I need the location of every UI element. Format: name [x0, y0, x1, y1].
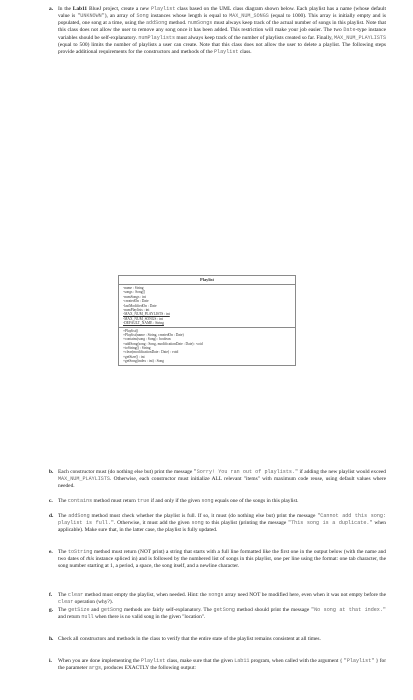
text-run: class, make sure that the given: [165, 658, 235, 664]
uml-field: -lastModifiedOn : Date: [123, 303, 157, 308]
code-span: Lab11: [234, 658, 250, 664]
text-run: The: [58, 592, 68, 598]
uml-field: -songs : Song[]: [123, 290, 145, 295]
text-run: Each constructor must (do nothing else but) print the message: [58, 469, 194, 475]
requirement-a-text: [58, 6, 386, 56]
uml-method: +toString() : String: [123, 346, 151, 351]
text-run: method should print the message: [234, 607, 312, 613]
uml-class-name: Playlist: [119, 276, 295, 285]
item-label: g.: [49, 607, 54, 613]
uml-field: -MAX_NUM_SONGS : int: [123, 316, 163, 321]
item-label: f.: [49, 592, 53, 598]
code-span: Song: [136, 13, 149, 20]
uml-class-diagram: [118, 275, 296, 366]
text-run: if adding the new playlist would exceed: [298, 469, 387, 475]
uml-method: +Playlist(name : String, createdOn : Date): [123, 332, 184, 337]
project-name: Lab11: [72, 6, 88, 12]
code-span: numSongs: [187, 20, 213, 27]
requirement-i: [49, 658, 386, 672]
code-span: MAX_NUM_PLAYLISTS: [334, 34, 386, 41]
text-run: instance spliced in) and is followed by the numbered list of songs in this playlist, one per line using the format: one tab character, the song number starting at 1, a period, a space, the song itself, and a newline character.: [58, 556, 386, 570]
item-label: a.: [49, 6, 54, 12]
code-span: "Sorry! You ran out of playlists.": [193, 469, 299, 475]
text-run: if and only if the given: [149, 498, 202, 504]
text-run: program, when called with the argument {: [249, 658, 344, 664]
text-run: (equal to 500) limits the number of playlists a user can create. Note that this class does not allow the user to delete a playlist. The following steps provide additional requirements for the constructors and methods of the: [58, 41, 386, 55]
text-run: The: [58, 549, 68, 555]
requirement-e-text: [58, 549, 386, 570]
code-span: song: [201, 498, 214, 504]
requirement-f: [49, 592, 386, 606]
text-run: and: [89, 607, 101, 613]
requirement-a: [49, 6, 387, 56]
text-run: when there is no valid song in the given "location".: [93, 614, 206, 621]
code-span: getSong: [100, 607, 123, 613]
code-span: "Playlist": [343, 658, 375, 664]
uml-method: +Playlist(): [123, 328, 139, 333]
item-label: d.: [49, 513, 54, 519]
item-label: b.: [49, 469, 54, 475]
code-span: "This song is a duplicate.": [288, 520, 373, 527]
code-span: null: [81, 614, 94, 621]
emphasis: this: [86, 556, 94, 563]
code-span: numPlaylists: [138, 34, 176, 41]
uml-method: +contains(song : Song) : boolean: [123, 337, 171, 342]
text-run: method must check whether the playlist is full. If so, it must (do nothing else but) print the message: [89, 513, 318, 519]
requirement-d-text: [58, 513, 386, 534]
item-label: e.: [49, 549, 53, 555]
code-span: Date: [343, 27, 356, 34]
text-run: class.: [238, 48, 252, 55]
text-run: instances whose length is equal to: [148, 13, 230, 20]
uml-field: -numSongs : int: [123, 294, 146, 299]
text-run: (equal to 1000). This array is initially empty and is populated, one song at a time, using the: [58, 13, 387, 27]
uml-field: -createdOn : Date: [123, 299, 149, 304]
uml-methods: [119, 327, 295, 365]
text-run: equals one of the songs in this playlist.: [213, 498, 299, 504]
text-run: . Otherwise, it must add the given: [113, 520, 192, 527]
text-run: BlueJ project, create a new: [87, 6, 151, 12]
requirement-i-text: [58, 658, 386, 672]
code-span: "No song at that index.": [311, 607, 386, 613]
text-run: , produces EXACTLY the following output:: [101, 665, 196, 672]
code-span: MAX_NUM_SONGS: [229, 13, 269, 20]
text-run: . Otherwise, each constructor must initialize ALL relevant "items" with maximum code reuse, using default values where needed.: [58, 476, 386, 490]
uml-field: -numPlaylists : int: [123, 307, 150, 312]
text-run: method must empty the playlist, when needed. Hint: the: [83, 592, 209, 598]
text-run: Check all constructors and methods in the class to verify that the entire state of the playlist remains consistent at all times.: [58, 636, 321, 642]
code-span: "UNKNOWN": [77, 13, 105, 20]
uml-field: -name : String: [123, 286, 144, 290]
item-label: c.: [49, 498, 53, 504]
code-span: getSong: [213, 607, 235, 613]
code-span: Playlist: [150, 6, 176, 12]
requirement-e: [49, 549, 386, 570]
code-span: MAX_NUM_PLAYLISTS: [58, 476, 110, 483]
text-run: ), an array of: [104, 13, 137, 20]
text-run: In the: [58, 6, 73, 12]
text-run: method.: [167, 20, 188, 27]
uml-method: +getSize() : int: [123, 354, 145, 359]
text-run: when applicable). Make sure that, in the latter case, the playlist is fully updated.: [58, 520, 387, 534]
text-run: The: [58, 498, 68, 504]
uml-fields: [119, 285, 295, 327]
code-span: getSize: [68, 607, 90, 613]
text-run: method must return: [92, 498, 138, 504]
requirement-c-text: [58, 498, 386, 505]
requirement-c: [49, 498, 386, 505]
requirement-f-text: [58, 592, 386, 606]
requirement-b: [49, 469, 387, 490]
code-span: true: [137, 498, 150, 504]
uml-field: -DEFAULT_NAME : String: [123, 321, 164, 326]
code-span: Playlist: [214, 48, 239, 55]
text-run: The: [58, 607, 69, 613]
requirement-h-text: [58, 636, 386, 643]
code-span: Playlist: [140, 658, 166, 664]
item-label: h.: [49, 636, 54, 642]
uml-method: +getSong(index : int) : Song: [123, 359, 164, 364]
code-span: contains: [67, 498, 93, 504]
uml-method: +addSong(song : Song, modificationDate : Date) : void: [123, 341, 203, 346]
text-run: must always keep track of the number of playlists created so far. Finally,: [175, 34, 335, 41]
code-span: toString: [67, 549, 93, 555]
requirement-h: [49, 636, 386, 643]
uml-method: +clear(modificationDate : Date) : void: [123, 350, 179, 355]
text-run: must always keep track of the actual number of songs in this playlist. Note that this class does not allow the user to remove any song once it has been added. This restriction will make your job easier. The two: [58, 20, 386, 34]
code-span: clear: [67, 592, 84, 598]
text-run: methods are fairly self-explanatory. The: [122, 607, 214, 613]
text-run: to this playlist (printing the message: [203, 520, 289, 527]
item-label: i.: [49, 658, 52, 664]
code-span: songs: [208, 592, 224, 598]
code-span: addSong: [145, 20, 168, 27]
code-span: addSong: [68, 513, 90, 519]
text-run: operation (why?).: [73, 599, 113, 606]
uml-field: -MAX_NUM_PLAYLISTS : int: [123, 312, 170, 317]
text-run: and return: [58, 614, 82, 621]
requirement-g: [49, 607, 386, 621]
requirement-b-text: [58, 469, 386, 490]
text-run: method must return (NOT print) a string that starts with a full line formatted like the first one in the output below (with the name and two dates of: [58, 549, 386, 563]
code-span: args: [88, 665, 102, 672]
text-run: array need NOT be modified here, even when it was not empty before the: [223, 592, 386, 598]
text-run: } for the parameter: [58, 658, 386, 672]
code-span: clear: [58, 599, 74, 606]
text-run: When you are done implementing the: [58, 658, 141, 664]
text-run: The: [58, 513, 69, 519]
requirement-d: [49, 513, 387, 534]
text-run: -type instance variables should be self-explanatory.: [58, 27, 386, 41]
code-span: song: [191, 520, 204, 527]
requirement-g-text: [58, 607, 386, 621]
code-span: "Cannot add this song: playlist is full.": [58, 513, 387, 527]
text-run: class based on the UML class diagram shown below. Each playlist has a name (whose default value is: [58, 6, 386, 20]
